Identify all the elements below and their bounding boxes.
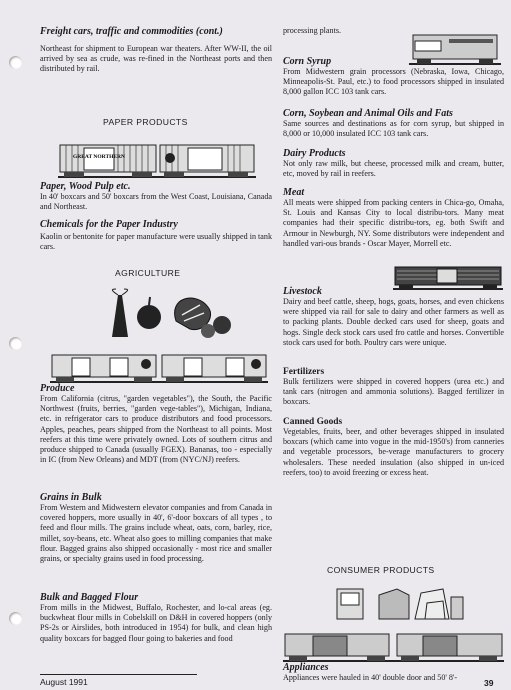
- binder-hole: [9, 612, 22, 625]
- page-number: 39: [484, 678, 494, 688]
- boxcar-illustration: [58, 142, 256, 180]
- footer-date: August 1991: [40, 677, 88, 687]
- meat-heading: Meat: [283, 187, 305, 198]
- binder-hole: [9, 337, 22, 350]
- boxcar-label: GREAT NORTHERN: [72, 154, 126, 160]
- fertilizers-text: Bulk fertilizers were shipped in covered hoppers (urea etc.) and tank cars (nitrogen and ammonia solutions). Bagged fertilizer in boxcars.: [283, 377, 504, 407]
- produce-heading: Produce: [40, 383, 75, 394]
- binder-hole: [9, 56, 22, 69]
- double-door-boxcar-illustration: [283, 631, 504, 663]
- bulk-flour-text: From mills in the Midwest, Buffalo, Rochester, and lo-cal areas (eg. buckwheat flour mills in Cobelskill on D&H in covered hoppers (only PS-2s or Airslides, both introduced in 1954) for bulk, and clean high quality boxcars for bagged flour going to bakeries and food: [40, 603, 272, 643]
- stockcar-illustration: [393, 265, 503, 291]
- chemicals-heading: Chemicals for the Paper Industry: [40, 219, 178, 230]
- corn-syrup-text: From Midwestern grain processors (Nebraska, Iowa, Chicago, Minneapolis-St. Paul, etc.) to food processors shipped in insulated 8,000 gallon ICC 103 tank cars.: [283, 67, 504, 97]
- grains-text: From Western and Midwestern elevator companies and from Canada in covered hoppers, more usually in 40', 6'-door boxcars of all types , to feed and flour mills. The grains include wheat, oats, corn, barley, rice, millet, soy-beans, etc. Wheat also goes to milling companies that make flour. Bagged grains also shipped occasionally - most rice and smaller grains, or specialty grains used in food processing.: [40, 503, 272, 564]
- appliances-heading: Appliances: [283, 662, 329, 673]
- appliances-text: Appliances were hauled in 40' double door and 50' 8'-: [283, 673, 458, 682]
- paper-section-title: PAPER PRODUCTS: [103, 117, 188, 127]
- reefer-cars-illustration: [50, 352, 268, 384]
- bulk-flour-heading: Bulk and Bagged Flour: [40, 592, 139, 603]
- livestock-heading: Livestock: [283, 286, 322, 297]
- freight-text: Northeast for shipment to European war theaters. After WW-II, the oil arrived by sea as crude, was re-fined in the Northeast ports and then distributed by rail.: [40, 44, 272, 74]
- corn-syrup-heading: Corn Syrup: [283, 56, 332, 67]
- oils-heading: Corn, Soybean and Animal Oils and Fats: [283, 108, 453, 119]
- produce-illustration: [104, 287, 244, 345]
- livestock-text: Dairy and beef cattle, sheep, hogs, goats, horses, and even chickens were shipped via rail for sale to dairy and other farmers as well as to packing plants. Double decked cars used for sheep, goats and hogs. Single deck stock cars used fro cattle and horses. Convertible stock cars used for both. Poultry cars were unique.: [283, 297, 504, 347]
- produce-text: From California (citrus, "garden vegetables"), the South, the Pacific Northwest (fruits, berries, "garden vege-tables"), Michigan, Indiana, etc. in refrigerator cars to produce distributors and food processors. Apples, peaches, pears shipped from the Northeast to all points. Most reefers at this time were privately owned. Lots of southern citrus and produce shipped to Canada (usually FGEX). Bananas, too - especially in IC (from New Orleans) and MDT (from (NYC/NJ) reefers.: [40, 394, 272, 465]
- dairy-heading: Dairy Products: [283, 148, 346, 159]
- canned-goods-text: Vegetables, fruits, beer, and other beverages shipped in insulated boxcars (which came into vogue in the mid-1950's) from canneries and vegetable processors, be-verage manufacturers to grocery wholesalers. These needed insulation (also shipped in un-iced reefers, too) to avoid freezing or excess heat.: [283, 427, 504, 477]
- oils-text: Same sources and destinations as for corn syrup, but shipped in 8,000 or 10,000 insulated ICC 103 tank cars.: [283, 119, 504, 139]
- grains-heading: Grains in Bulk: [40, 492, 102, 503]
- canned-goods-heading: Canned Goods: [283, 417, 343, 427]
- fertilizers-heading: Fertilizers: [283, 367, 325, 377]
- paper-heading: Paper, Wood Pulp etc.: [40, 181, 131, 192]
- tankcar-illustration: [409, 29, 501, 67]
- continued-text: processing plants.: [283, 26, 341, 35]
- dairy-text: Not only raw milk, but cheese, processed milk and cream, butter, etc, moved by rail in reefers.: [283, 159, 504, 179]
- appliances-illustration: [335, 579, 465, 627]
- paper-text: In 40' boxcars and 50' boxcars from the West Coast, Louisiana, Canada and Northeast.: [40, 192, 272, 212]
- chemicals-text: Kaolin or bentonite for paper manufacture were usually shipped in tank cars.: [40, 232, 272, 252]
- freight-heading: Freight cars, traffic and commodities (cont.): [40, 26, 223, 37]
- agriculture-section-title: AGRICULTURE: [115, 268, 181, 278]
- meat-text: All meats were shipped from packing centers in Chica-go, Omaha, St. Louis and Kansas City to local distribu-tors. Many meat companies had their specific distribu-tors, eg. both Swift and Armour in Newburgh, NY. Some distributors were independent and handled vari-ous brands - Oscar Mayer, Morrell etc.: [283, 198, 504, 248]
- consumer-section-title: CONSUMER PRODUCTS: [327, 565, 435, 575]
- footer-rule: [40, 674, 197, 675]
